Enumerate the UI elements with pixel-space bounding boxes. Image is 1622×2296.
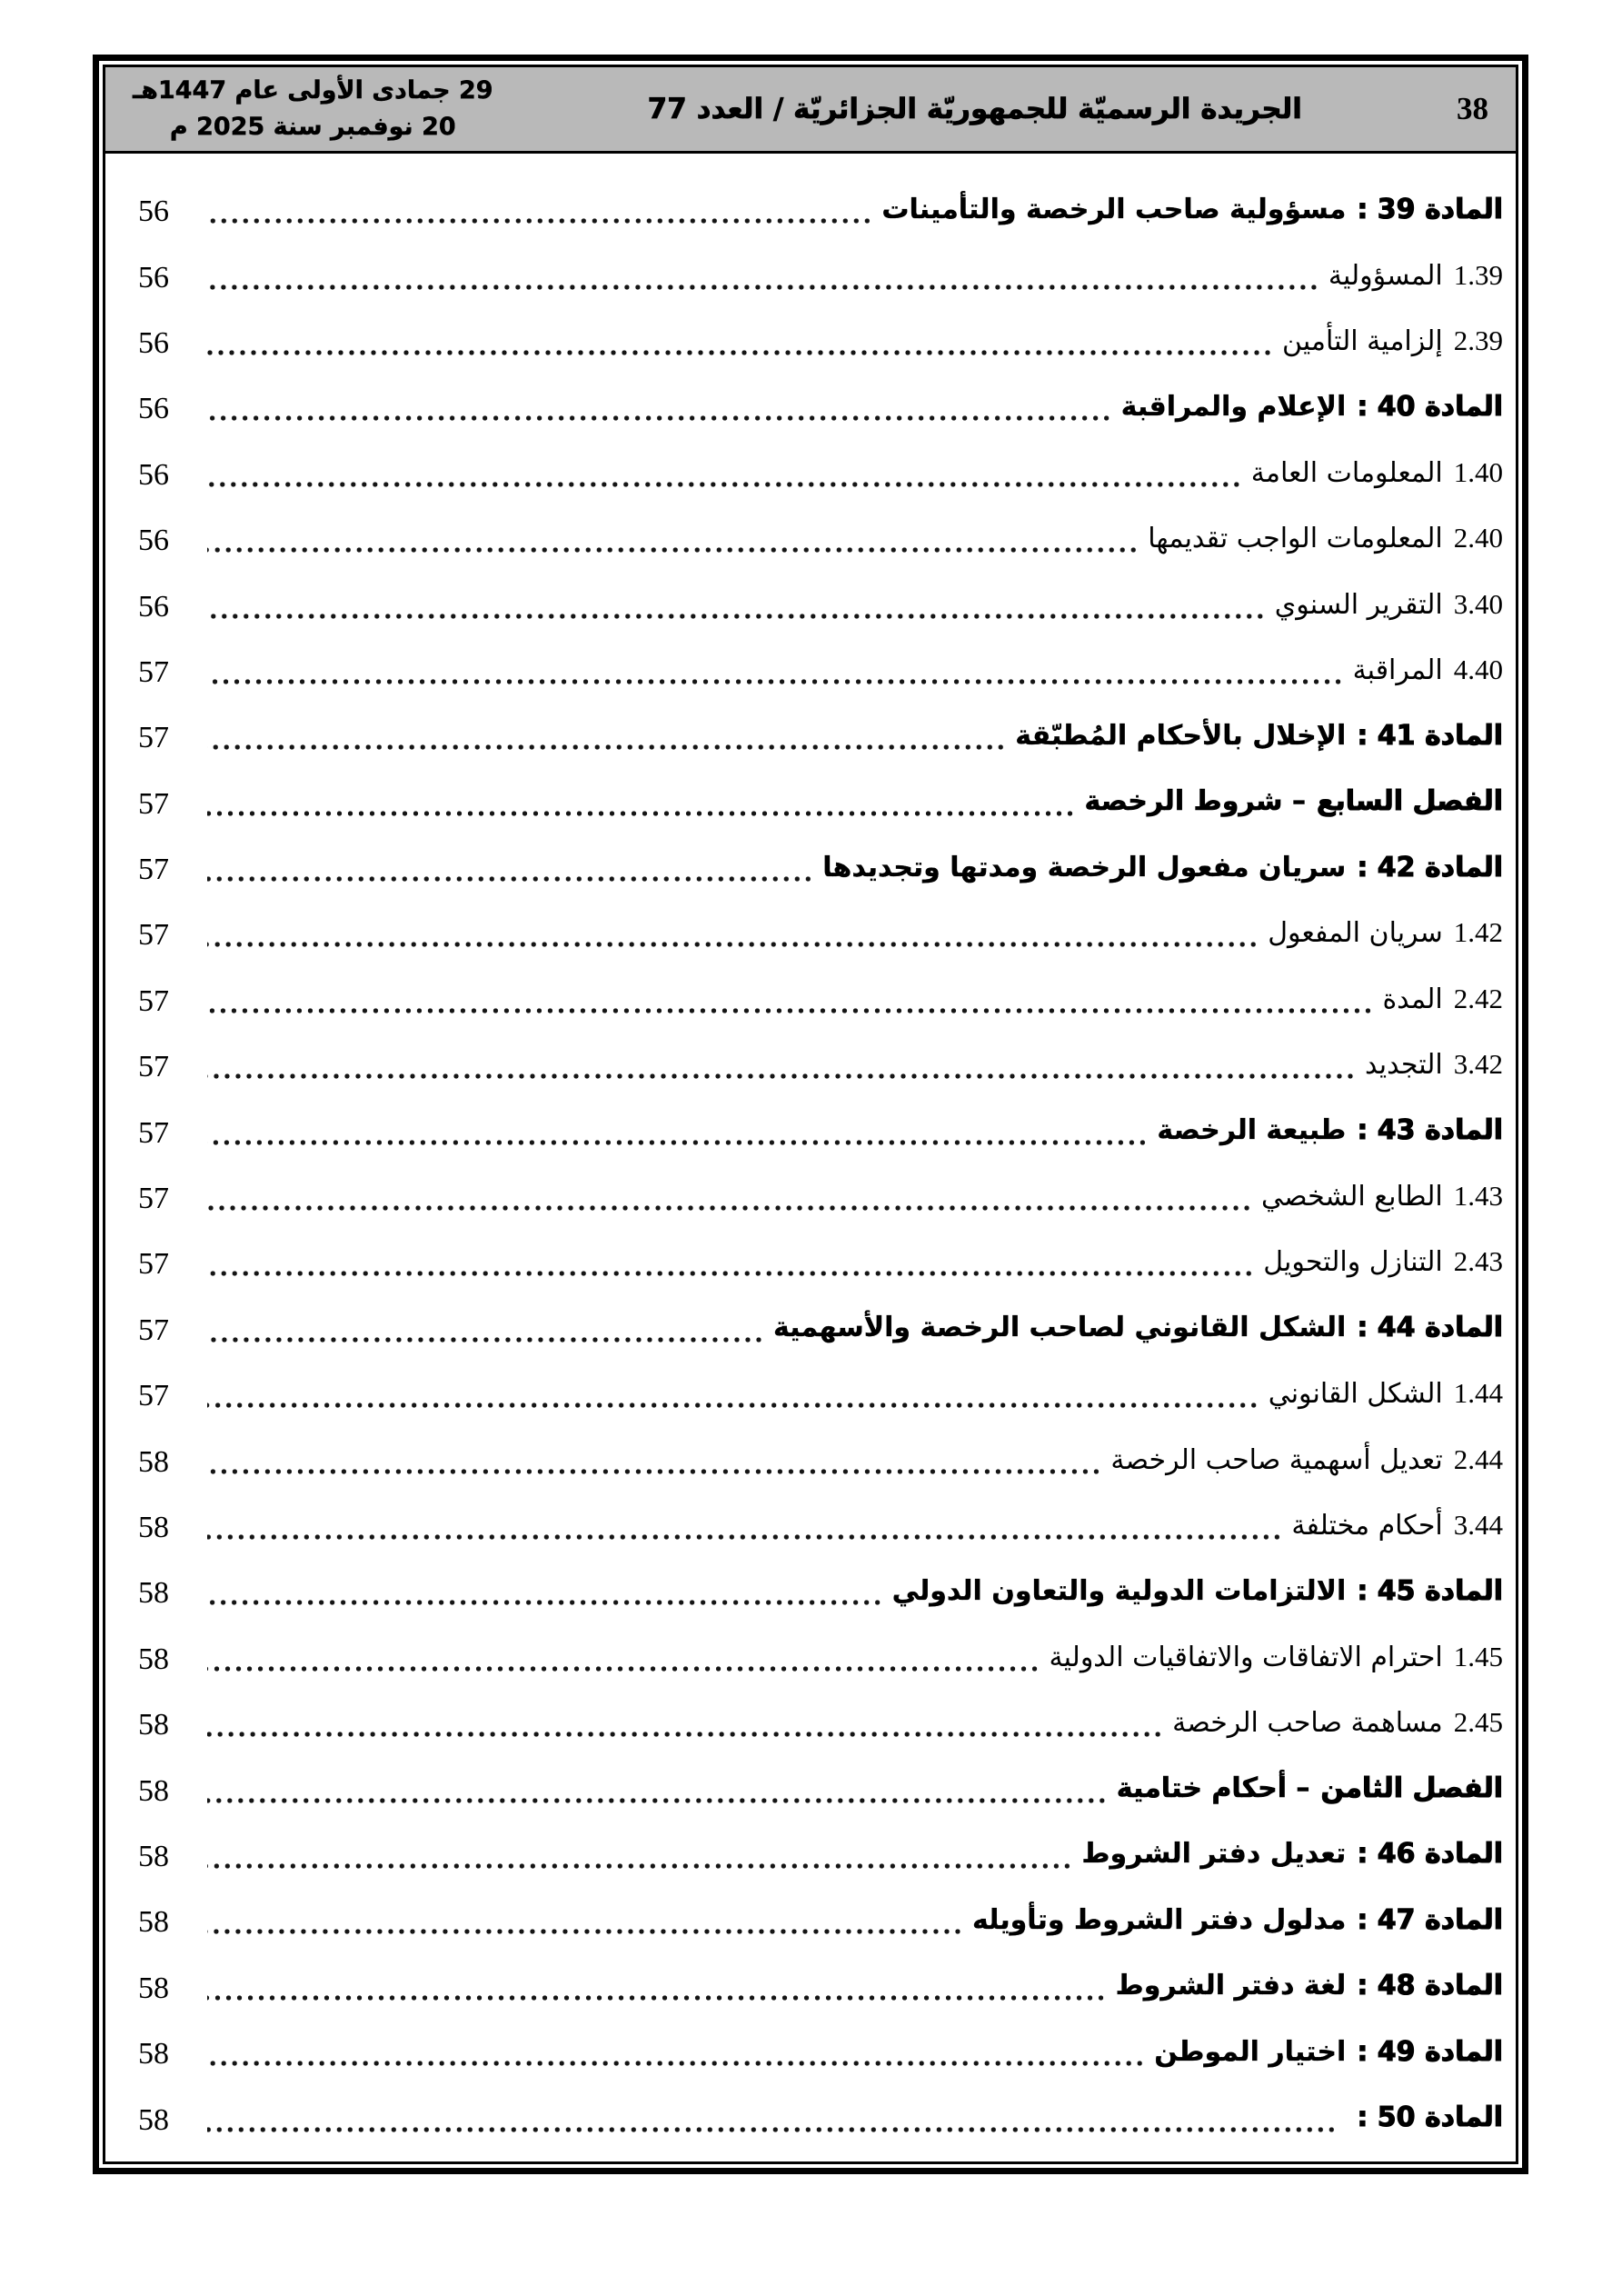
toc-entry-page-number: 57: [138, 786, 169, 821]
toc-entry-page-number: 58: [138, 2102, 169, 2137]
toc-entry-title: [1365, 1048, 1503, 1081]
toc-entry-page-number: 58: [138, 1905, 169, 1940]
dotted-leader: [207, 481, 1242, 488]
toc-entry-page-number: 57: [138, 1115, 169, 1150]
header-page-number: 38: [1457, 91, 1488, 126]
toc-entry-title: [1157, 1114, 1503, 1146]
toc-entry-page-number: 57: [138, 654, 169, 689]
toc-entry-title: [1050, 1641, 1503, 1673]
toc-entry-title: [1263, 1245, 1503, 1278]
toc-entry-text: التنازل والتحويل: [1263, 1246, 1443, 1279]
dotted-leader: [207, 810, 1076, 817]
toc-entry-page-number: 56: [138, 524, 169, 558]
dotted-leader: [207, 1204, 1252, 1212]
toc-entry-page-number: 57: [138, 983, 169, 1018]
toc-row: [138, 1426, 1503, 1492]
toc-entry-title: [1275, 588, 1503, 621]
dotted-leader: [207, 1073, 1356, 1080]
dotted-leader: [207, 613, 1266, 620]
dotted-leader: [207, 414, 1112, 422]
toc-entry-title: [1015, 720, 1503, 752]
toc-row: [138, 1953, 1503, 2019]
dotted-leader: [207, 217, 872, 225]
toc-entry-title: [1154, 2036, 1503, 2068]
toc-entry-page-number: 57: [138, 918, 169, 953]
toc-entry-prefix: المادة 41 :: [1357, 719, 1503, 752]
toc-entry-prefix: 1.44: [1453, 1377, 1503, 1410]
toc-entry-prefix: 4.40: [1453, 653, 1503, 685]
toc-entry-text: التقرير السنوي: [1274, 588, 1443, 621]
toc-entry-text: لغة دفتر الشروط: [1115, 1970, 1347, 2002]
toc-entry-text: مسؤولية صاحب الرخصة والتأمينات: [881, 193, 1347, 225]
dotted-leader: [207, 1994, 1107, 2002]
toc-entry-text: الإعلام والمراقبة: [1120, 390, 1347, 423]
toc-entry-prefix: 2.40: [1453, 522, 1503, 554]
toc-entry-page-number: 56: [138, 392, 169, 426]
toc-entry-title: [1261, 1180, 1503, 1213]
toc-entry-text: المدة: [1382, 983, 1443, 1015]
dotted-leader: [207, 744, 1006, 751]
toc-entry-title: [1291, 1509, 1503, 1542]
toc-entry-page-number: 58: [138, 1642, 169, 1676]
date-hijri: 29 جمادى الأولى عام 1447هـ: [133, 75, 493, 105]
toc-entry-prefix: 3.42: [1453, 1048, 1503, 1081]
toc-entry-text: – أحكام ختامية: [1116, 1772, 1310, 1805]
dotted-leader: [207, 1139, 1148, 1146]
dotted-leader: [207, 2126, 1337, 2133]
toc-entry-title: [892, 1575, 1503, 1607]
toc-entry-title: [773, 1312, 1503, 1343]
toc-entry-page-number: 57: [138, 721, 169, 755]
toc-entry-title: [1269, 1377, 1503, 1410]
dotted-leader: [207, 284, 1319, 291]
toc-row: [138, 1887, 1503, 1952]
dotted-leader: [207, 941, 1259, 948]
toc-entry-page-number: 57: [138, 853, 169, 887]
dotted-leader: [207, 1599, 883, 1606]
toc-entry-page-number: 56: [138, 589, 169, 624]
toc-row: [138, 769, 1503, 834]
toc-entry-page-number: 57: [138, 1313, 169, 1347]
toc-row: [138, 966, 1503, 1032]
toc-entry-text: الشكل القانوني لصاحب الرخصة والأسهمية: [772, 1312, 1347, 1344]
toc-entry-text: المسؤولية: [1328, 259, 1443, 292]
toc-entry-title: [972, 1904, 1503, 1936]
dotted-leader: [207, 1731, 1163, 1738]
toc-entry-text: سريان مفعول الرخصة ومدتها وتجديدها: [822, 851, 1347, 883]
toc-entry-page-number: 56: [138, 195, 169, 229]
toc-row: [138, 1558, 1503, 1623]
toc-entry-page-number: 58: [138, 1511, 169, 1544]
toc-entry-title: [1110, 1443, 1503, 1476]
toc-row: [138, 1755, 1503, 1821]
toc-entry-prefix: 1.42: [1453, 916, 1503, 949]
toc-entry-text: طبيعة الرخصة: [1157, 1114, 1347, 1147]
toc-row: [138, 900, 1503, 965]
dotted-leader: [207, 2060, 1145, 2067]
toc-entry-page-number: 58: [138, 1839, 169, 1873]
toc-entry-text: سريان المفعول: [1268, 917, 1443, 950]
toc-entry-text: احترام الاتفاقات والاتفاقيات الدولية: [1049, 1641, 1443, 1673]
toc-row: [138, 834, 1503, 900]
toc-entry-prefix: 2.44: [1453, 1442, 1503, 1475]
toc-row: [138, 242, 1503, 307]
dotted-leader: [207, 875, 813, 883]
toc-entry-prefix: 1.43: [1453, 1180, 1503, 1213]
toc-entry-page-number: 58: [138, 2037, 169, 2071]
page-frame: [93, 55, 1528, 2174]
toc-row: [138, 2019, 1503, 2084]
toc-entry-page-number: 57: [138, 1379, 169, 1413]
dotted-leader: [207, 1007, 1373, 1014]
date-gregorian: 20 نوفمبر سنة 2025 م: [169, 113, 456, 141]
page-frame-inner: [103, 65, 1518, 2164]
toc-row: [138, 308, 1503, 374]
toc-row: [138, 505, 1503, 571]
toc-entry-prefix: 3.40: [1453, 587, 1503, 620]
toc-row: [138, 1492, 1503, 1558]
toc-row: [138, 1361, 1503, 1426]
toc-entry-prefix: 1.40: [1453, 455, 1503, 488]
toc-entry-prefix: 2.45: [1453, 1706, 1503, 1739]
toc-entry-title: [822, 852, 1503, 883]
toc-entry-prefix: 2.43: [1453, 1245, 1503, 1278]
toc-entry-prefix: المادة 50 :: [1357, 2101, 1503, 2134]
toc-entry-page-number: 57: [138, 1182, 169, 1216]
toc-entry-page-number: 56: [138, 457, 169, 492]
dotted-leader: [207, 1402, 1259, 1409]
toc-row: [138, 571, 1503, 636]
dotted-leader: [207, 1468, 1101, 1475]
toc-entry-text: التجديد: [1365, 1049, 1443, 1082]
toc-entry-title: [1117, 1772, 1503, 1804]
toc-entry-prefix: 1.39: [1453, 258, 1503, 291]
dotted-leader: [207, 1928, 963, 1935]
toc-row: [138, 703, 1503, 768]
toc-row: [138, 374, 1503, 439]
toc-entry-title: [1085, 785, 1503, 817]
toc-entry-prefix: المادة 43 :: [1357, 1114, 1503, 1147]
toc-entry-page-number: 58: [138, 1444, 169, 1479]
toc-entry-text: – شروط الرخصة: [1084, 785, 1306, 818]
toc-entry-prefix: المادة 44 :: [1357, 1312, 1503, 1344]
toc-row: [138, 176, 1503, 242]
toc-row: [138, 1163, 1503, 1229]
toc-entry-title: [1121, 391, 1503, 423]
toc-entry-text: المراقبة: [1352, 654, 1443, 686]
toc-entry-page-number: 58: [138, 1708, 169, 1742]
toc-entry-title: [1081, 1838, 1503, 1870]
toc-entry-title: [1353, 654, 1503, 686]
toc-entry-page-number: 56: [138, 325, 169, 360]
toc-entry-prefix: المادة 47 :: [1357, 1903, 1503, 1936]
toc-row: [138, 440, 1503, 505]
toc-row: [138, 1032, 1503, 1097]
toc-entry-text: المعلومات الواجب تقديمها: [1148, 523, 1443, 555]
toc-row: [138, 637, 1503, 703]
toc-entry-text: الإخلال بالأحكام المُطبّقة: [1015, 719, 1347, 752]
toc-entry-prefix: الفصل الثامن: [1320, 1772, 1503, 1805]
toc-entry-title: [1148, 522, 1503, 554]
toc-row: [138, 1822, 1503, 1887]
toc-entry-page-number: 58: [138, 1773, 169, 1808]
dotted-leader: [207, 1336, 764, 1343]
toc-entry-prefix: المادة 49 :: [1357, 2035, 1503, 2068]
toc-entry-prefix: 2.39: [1453, 324, 1503, 356]
date-block: [133, 73, 493, 146]
toc-entry-text: تعديل دفتر الشروط: [1081, 1838, 1347, 1871]
toc-entry-text: الشكل القانوني: [1268, 1378, 1443, 1411]
toc-entry-title: [1116, 1970, 1503, 2002]
toc-entry-text: المعلومات العامة: [1250, 456, 1443, 489]
toc-row: [138, 1229, 1503, 1294]
dotted-leader: [207, 1862, 1072, 1870]
toc-entry-prefix: المادة 46 :: [1357, 1838, 1503, 1871]
toc-entry-title: [1268, 916, 1503, 949]
toc-row: [138, 1295, 1503, 1361]
dotted-leader: [207, 1533, 1282, 1541]
toc-entry-title: [1251, 456, 1503, 489]
toc-entry-prefix: 1.45: [1453, 1640, 1503, 1672]
toc-row: [138, 1624, 1503, 1690]
toc-entry-text: تعديل أسهمية صاحب الرخصة: [1110, 1443, 1443, 1476]
toc-entry-page-number: 58: [138, 1576, 169, 1611]
toc-entry-prefix: 3.44: [1453, 1509, 1503, 1541]
toc-entry-prefix: المادة 40 :: [1357, 390, 1503, 423]
toc-entry-prefix: المادة 45 :: [1357, 1574, 1503, 1607]
toc-entry-prefix: المادة 42 :: [1357, 851, 1503, 883]
toc-entry-prefix: الفصل السابع: [1316, 785, 1503, 818]
toc-entry-title: [1328, 259, 1503, 292]
toc-entry-prefix: المادة 39 :: [1357, 193, 1503, 225]
toc-entry-title: [1346, 2101, 1503, 2133]
toc-entry-title: [1172, 1706, 1503, 1739]
toc-entry-title: [1282, 324, 1503, 357]
toc-entry-page-number: 57: [138, 1050, 169, 1084]
toc-entry-title: [1382, 983, 1503, 1015]
toc-entry-text: مدلول دفتر الشروط وتأويله: [971, 1903, 1347, 1936]
toc-entry-text: أحكام مختلفة: [1291, 1510, 1443, 1542]
toc-entry-title: [881, 194, 1503, 225]
dotted-leader: [207, 1797, 1108, 1804]
toc-entry-page-number: 56: [138, 260, 169, 294]
toc-entry-page-number: 58: [138, 1971, 169, 2005]
dotted-leader: [207, 678, 1344, 685]
toc-list: [105, 154, 1516, 2161]
dotted-leader: [207, 1270, 1254, 1277]
toc-entry-text: الطابع الشخصي: [1261, 1181, 1443, 1213]
dotted-leader: [207, 349, 1273, 356]
header-bar: [105, 67, 1516, 154]
toc-entry-page-number: 57: [138, 1247, 169, 1282]
toc-entry-text: مساهمة صاحب الرخصة: [1172, 1707, 1443, 1740]
toc-row: [138, 1690, 1503, 1755]
toc-entry-prefix: 2.42: [1453, 982, 1503, 1014]
dotted-leader: [207, 1665, 1040, 1672]
toc-entry-text: اختيار الموطن: [1154, 2035, 1347, 2068]
toc-row: [138, 2084, 1503, 2150]
toc-entry-prefix: المادة 48 :: [1357, 1970, 1503, 2002]
toc-entry-text: إلزامية التأمين: [1282, 324, 1443, 357]
dotted-leader: [207, 546, 1139, 554]
toc-entry-text: الالتزامات الدولية والتعاون الدولي: [891, 1574, 1347, 1607]
toc-row: [138, 1097, 1503, 1163]
masthead-title: الجريدة الرسميّة للجمهوريّة الجزائريّة / العدد 77: [647, 93, 1302, 125]
